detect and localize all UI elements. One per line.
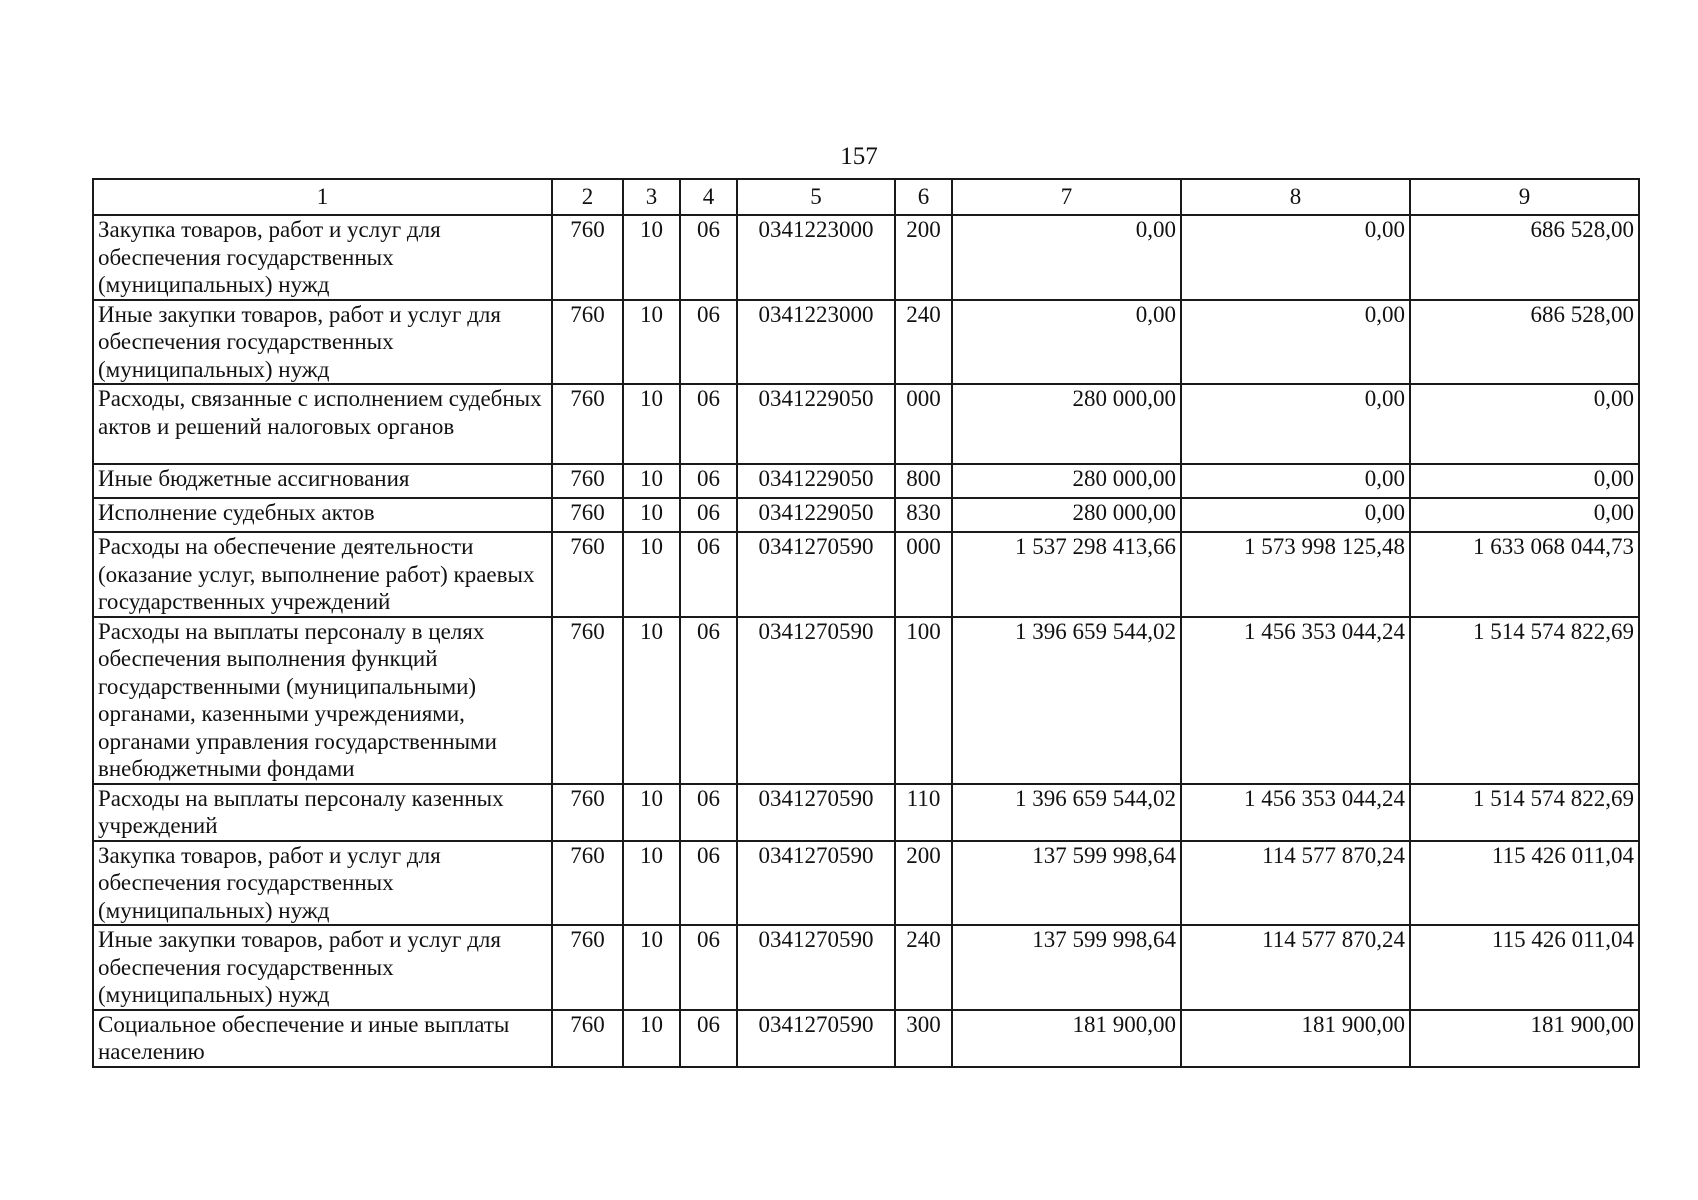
row-code-col4: 06 xyxy=(680,498,737,532)
row-amount-col8: 0,00 xyxy=(1181,384,1410,464)
column-header: 9 xyxy=(1410,179,1639,215)
row-code-col5: 0341270590 xyxy=(737,1010,895,1067)
row-amount-col8: 181 900,00 xyxy=(1181,1010,1410,1067)
row-code-col4: 06 xyxy=(680,464,737,498)
row-code-col4: 06 xyxy=(680,300,737,385)
row-code-col5: 0341229050 xyxy=(737,464,895,498)
row-code-col5: 0341270590 xyxy=(737,925,895,1010)
table-row xyxy=(93,300,1639,385)
row-code-col4: 06 xyxy=(680,841,737,926)
table-row xyxy=(93,1010,1639,1067)
row-amount-col7: 280 000,00 xyxy=(952,384,1181,464)
row-amount-col9: 686 528,00 xyxy=(1410,215,1639,300)
row-name: Расходы на выплаты персоналу в целях обеспечения выполнения функций государственными (муниципальными) органами, казенными учреждениями, органами управления государственными внебюджетными фондами xyxy=(93,617,552,784)
row-amount-col8: 1 456 353 044,24 xyxy=(1181,617,1410,784)
row-code-col2: 760 xyxy=(552,498,623,532)
row-amount-col9: 0,00 xyxy=(1410,498,1639,532)
row-amount-col9: 1 633 068 044,73 xyxy=(1410,532,1639,617)
row-code-col3: 10 xyxy=(623,464,680,498)
row-code-col5: 0341223000 xyxy=(737,215,895,300)
row-code-col6: 200 xyxy=(895,215,952,300)
budget-table xyxy=(92,178,1640,1068)
row-code-col2: 760 xyxy=(552,532,623,617)
table-row xyxy=(93,464,1639,498)
column-header: 6 xyxy=(895,179,952,215)
row-amount-col9: 115 426 011,04 xyxy=(1410,925,1639,1010)
row-code-col3: 10 xyxy=(623,384,680,464)
row-code-col4: 06 xyxy=(680,532,737,617)
row-amount-col7: 0,00 xyxy=(952,215,1181,300)
row-code-col4: 06 xyxy=(680,925,737,1010)
row-code-col3: 10 xyxy=(623,215,680,300)
row-amount-col7: 0,00 xyxy=(952,300,1181,385)
row-amount-col7: 181 900,00 xyxy=(952,1010,1181,1067)
row-code-col3: 10 xyxy=(623,841,680,926)
row-code-col6: 300 xyxy=(895,1010,952,1067)
table-body xyxy=(93,215,1639,1067)
row-name: Расходы на выплаты персоналу казенных учреждений xyxy=(93,784,552,841)
row-name: Закупка товаров, работ и услуг для обеспечения государственных (муниципальных) нужд xyxy=(93,841,552,926)
row-code-col5: 0341270590 xyxy=(737,784,895,841)
row-code-col3: 10 xyxy=(623,925,680,1010)
table-row xyxy=(93,925,1639,1010)
row-code-col6: 240 xyxy=(895,925,952,1010)
row-code-col4: 06 xyxy=(680,617,737,784)
row-amount-col9: 1 514 574 822,69 xyxy=(1410,617,1639,784)
column-header: 2 xyxy=(552,179,623,215)
row-code-col2: 760 xyxy=(552,384,623,464)
row-code-col6: 830 xyxy=(895,498,952,532)
row-code-col6: 100 xyxy=(895,617,952,784)
row-code-col5: 0341270590 xyxy=(737,532,895,617)
row-amount-col9: 686 528,00 xyxy=(1410,300,1639,385)
column-header: 1 xyxy=(93,179,552,215)
table-row xyxy=(93,215,1639,300)
row-code-col4: 06 xyxy=(680,384,737,464)
column-header: 8 xyxy=(1181,179,1410,215)
row-amount-col7: 280 000,00 xyxy=(952,498,1181,532)
row-name: Расходы на обеспечение деятельности (оказание услуг, выполнение работ) краевых государственных учреждений xyxy=(93,532,552,617)
row-amount-col7: 137 599 998,64 xyxy=(952,925,1181,1010)
row-code-col6: 110 xyxy=(895,784,952,841)
column-header: 5 xyxy=(737,179,895,215)
table-row xyxy=(93,384,1639,464)
row-code-col6: 240 xyxy=(895,300,952,385)
row-amount-col7: 280 000,00 xyxy=(952,464,1181,498)
header-row xyxy=(93,179,1639,215)
row-code-col4: 06 xyxy=(680,215,737,300)
row-amount-col7: 137 599 998,64 xyxy=(952,841,1181,926)
row-code-col2: 760 xyxy=(552,1010,623,1067)
row-code-col2: 760 xyxy=(552,215,623,300)
row-amount-col7: 1 396 659 544,02 xyxy=(952,784,1181,841)
page-number: 157 xyxy=(840,143,878,170)
row-code-col3: 10 xyxy=(623,498,680,532)
row-amount-col8: 0,00 xyxy=(1181,215,1410,300)
row-amount-col9: 1 514 574 822,69 xyxy=(1410,784,1639,841)
row-code-col4: 06 xyxy=(680,1010,737,1067)
row-code-col2: 760 xyxy=(552,464,623,498)
row-code-col3: 10 xyxy=(623,532,680,617)
row-code-col6: 000 xyxy=(895,532,952,617)
row-code-col4: 06 xyxy=(680,784,737,841)
row-amount-col8: 0,00 xyxy=(1181,300,1410,385)
row-name: Иные закупки товаров, работ и услуг для обеспечения государственных (муниципальных) нужд xyxy=(93,300,552,385)
row-name: Иные бюджетные ассигнования xyxy=(93,464,552,498)
row-code-col2: 760 xyxy=(552,841,623,926)
row-name: Социальное обеспечение и иные выплаты населению xyxy=(93,1010,552,1067)
row-name: Закупка товаров, работ и услуг для обеспечения государственных (муниципальных) нужд xyxy=(93,215,552,300)
row-code-col3: 10 xyxy=(623,617,680,784)
row-code-col2: 760 xyxy=(552,784,623,841)
row-name: Расходы, связанные с исполнением судебных актов и решений налоговых органов xyxy=(93,384,552,464)
row-code-col5: 0341229050 xyxy=(737,384,895,464)
row-code-col5: 0341229050 xyxy=(737,498,895,532)
row-code-col5: 0341223000 xyxy=(737,300,895,385)
row-amount-col9: 115 426 011,04 xyxy=(1410,841,1639,926)
row-amount-col9: 181 900,00 xyxy=(1410,1010,1639,1067)
row-amount-col8: 1 456 353 044,24 xyxy=(1181,784,1410,841)
column-header: 4 xyxy=(680,179,737,215)
row-code-col3: 10 xyxy=(623,784,680,841)
row-code-col6: 200 xyxy=(895,841,952,926)
table-row xyxy=(93,498,1639,532)
column-header: 3 xyxy=(623,179,680,215)
table-row xyxy=(93,532,1639,617)
row-amount-col7: 1 396 659 544,02 xyxy=(952,617,1181,784)
row-amount-col7: 1 537 298 413,66 xyxy=(952,532,1181,617)
row-amount-col9: 0,00 xyxy=(1410,464,1639,498)
row-code-col3: 10 xyxy=(623,300,680,385)
row-code-col5: 0341270590 xyxy=(737,841,895,926)
row-amount-col8: 0,00 xyxy=(1181,464,1410,498)
row-name: Исполнение судебных актов xyxy=(93,498,552,532)
row-amount-col8: 114 577 870,24 xyxy=(1181,925,1410,1010)
row-code-col3: 10 xyxy=(623,1010,680,1067)
table-row xyxy=(93,784,1639,841)
row-code-col5: 0341270590 xyxy=(737,617,895,784)
row-amount-col9: 0,00 xyxy=(1410,384,1639,464)
row-amount-col8: 0,00 xyxy=(1181,498,1410,532)
row-amount-col8: 1 573 998 125,48 xyxy=(1181,532,1410,617)
row-code-col2: 760 xyxy=(552,925,623,1010)
row-code-col2: 760 xyxy=(552,300,623,385)
row-code-col6: 800 xyxy=(895,464,952,498)
row-name: Иные закупки товаров, работ и услуг для обеспечения государственных (муниципальных) нужд xyxy=(93,925,552,1010)
row-amount-col8: 114 577 870,24 xyxy=(1181,841,1410,926)
table-row xyxy=(93,841,1639,926)
row-code-col2: 760 xyxy=(552,617,623,784)
column-header: 7 xyxy=(952,179,1181,215)
row-code-col6: 000 xyxy=(895,384,952,464)
table-row xyxy=(93,617,1639,784)
